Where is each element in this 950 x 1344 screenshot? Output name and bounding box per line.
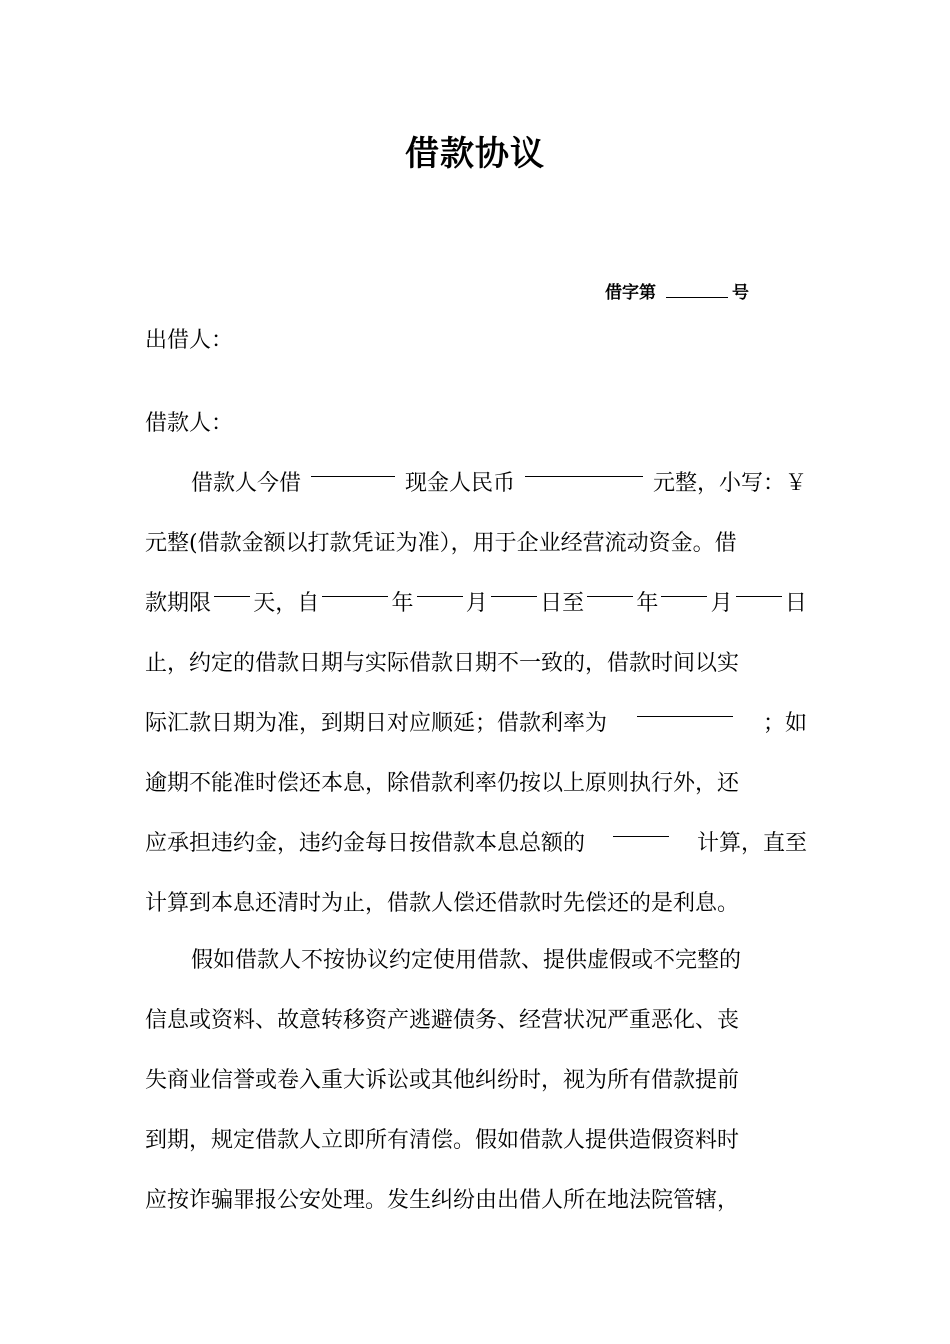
line-text: 月	[710, 591, 733, 616]
document-number-blank	[666, 283, 728, 298]
line-text: 元整，小写：￥	[652, 471, 807, 496]
line-text: 计算，直至	[696, 831, 807, 856]
line-text: ；如	[762, 711, 807, 736]
line-text: 际汇款日期为准，到期日对应顺延；借款利率为	[145, 711, 608, 736]
loan-terms-paragraph	[145, 454, 807, 934]
paragraph-line	[145, 1051, 807, 1111]
line-text: 现金人民币	[404, 471, 515, 496]
line-text: 到期，规定借款人立即所有清偿。假如借款人提供造假资料时	[145, 1128, 740, 1153]
line-text: 信息或资料、故意转移资产逃避债务、经营状况严重恶化、丧	[145, 1008, 740, 1033]
document-title: 借款协议	[405, 134, 545, 174]
line-text: 失商业信誉或卷入重大诉讼或其他纠纷时，视为所有借款提前	[145, 1068, 740, 1093]
line-text: 逾期不能准时偿还本息，除借款利率仍按以上原则执行外，还	[145, 771, 740, 796]
paragraph-line	[145, 1111, 807, 1171]
line-text: 天，自	[253, 591, 320, 616]
line-text: 年	[391, 591, 414, 616]
line-text: 款期限	[145, 591, 212, 616]
document-number-prefix: 借字第	[605, 283, 656, 303]
paragraph-line	[145, 754, 807, 814]
line-text: 计算到本息还清时为止，借款人偿还借款时先偿还的是利息。	[145, 891, 740, 916]
paragraph-line	[145, 874, 807, 934]
paragraph-line	[145, 454, 807, 514]
blank-field	[491, 574, 537, 597]
document-number-suffix: 号	[732, 283, 749, 303]
lender-label: 出借人：	[145, 328, 234, 353]
default-clause-paragraph	[145, 931, 807, 1231]
line-text: 日至	[540, 591, 585, 616]
line-text: 应承担违约金，违约金每日按借款本息总额的	[145, 831, 586, 856]
blank-field	[587, 574, 633, 597]
paragraph-line	[145, 694, 807, 754]
blank-field	[214, 574, 250, 597]
borrower-label: 借款人：	[145, 411, 234, 436]
line-text: 日	[784, 591, 807, 616]
line-text: 月	[465, 591, 488, 616]
line-text: 止，约定的借款日期与实际借款日期不一致的，借款时间以实	[145, 651, 740, 676]
line-text: 年	[636, 591, 659, 616]
line-text: 应按诈骗罪报公安处理。发生纠纷由出借人所在地法院管辖，	[145, 1188, 740, 1213]
paragraph-line	[145, 574, 807, 634]
paragraph-line	[145, 991, 807, 1051]
paragraph-line	[145, 634, 807, 694]
line-text: 假如借款人不按协议约定使用借款、提供虚假或不完整的	[191, 948, 742, 973]
blank-field	[661, 574, 707, 597]
line-text: 元整(借款金额以打款凭证为准），用于企业经营流动资金。借	[145, 531, 737, 556]
blank-field	[637, 694, 733, 717]
blank-field	[613, 814, 669, 837]
blank-field	[736, 574, 782, 597]
blank-field	[525, 454, 643, 477]
paragraph-line	[145, 1171, 807, 1231]
paragraph-line	[145, 514, 807, 574]
paragraph-line	[145, 931, 807, 991]
blank-field	[417, 574, 463, 597]
line-text: 借款人今借	[191, 471, 302, 496]
document-number	[605, 278, 749, 303]
blank-field	[322, 574, 388, 597]
blank-field	[311, 454, 395, 477]
paragraph-line	[145, 814, 807, 874]
